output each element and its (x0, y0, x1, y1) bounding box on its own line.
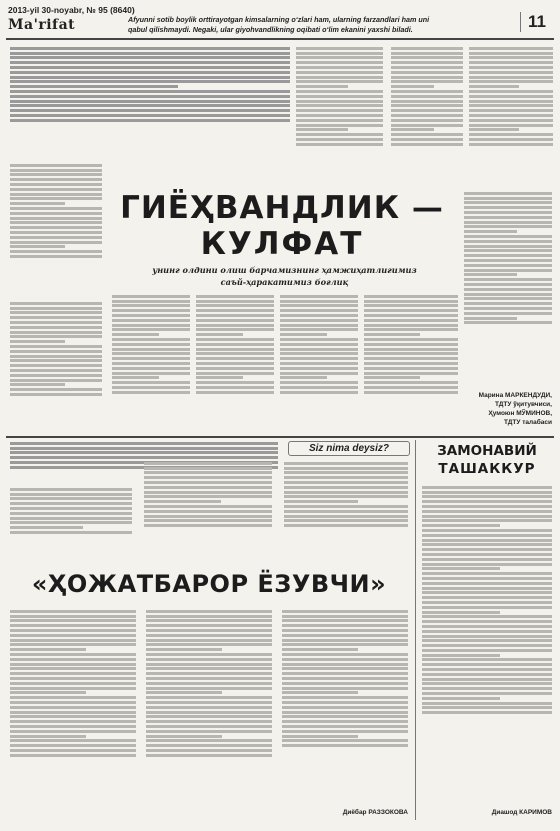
masthead-motto-line-1: Afyunni sotib boylik orttirayotgan kimsalarning o‘zlari ham, ularning farzandlari ham uni (128, 15, 430, 24)
body-column (10, 608, 136, 816)
side-headline-line-2: ТАШАККУР (438, 461, 536, 477)
masthead-motto-line-2: qabul qilishmaydi. Negaki, ular giyohvandlikning oqibati o‘lim ekanini yaxshi biladi. (128, 25, 413, 34)
section-divider (6, 436, 554, 438)
body-column (391, 45, 463, 187)
intro-italic-text (10, 45, 290, 157)
bottom-headline: «ҲОЖАТБАРОР ЁЗУВЧИ» (31, 570, 387, 598)
main-author-line-3: Ҳумоюн МЎМИНОВ, (488, 410, 552, 417)
body-column (284, 460, 408, 556)
body-column (10, 162, 102, 294)
bottom-author: Диёбар РАЗЗОКОВА (342, 809, 408, 816)
side-headline-line-1: ЗАМОНАВИЙ (437, 443, 537, 459)
body-column (10, 300, 102, 434)
body-column (364, 293, 458, 435)
masthead-rule (6, 38, 554, 40)
issue-date: 2013-yil 30-noyabr, № 95 (8640) (8, 5, 135, 15)
body-column (10, 486, 132, 556)
body-column (144, 460, 272, 556)
body-column (146, 608, 272, 816)
main-headline-line-2: КУЛФАТ (200, 226, 364, 262)
body-column (280, 293, 358, 435)
main-headline-line-1: ГИЁҲВАНДЛИК — (120, 190, 444, 226)
body-column (196, 293, 274, 435)
body-column (282, 608, 408, 804)
body-column (112, 293, 190, 435)
page-number: 11 (520, 12, 553, 32)
side-author: Диашод КАРИМОВ (491, 809, 552, 816)
body-column (296, 45, 383, 187)
main-author-line-2: ТДТУ ўқитувчиси, (494, 401, 552, 408)
main-subheading-line-1: унинг олдини олиш барчамизнинг ҳамжиҳатлигимиз (152, 265, 417, 275)
rubric-label: Siz nima deysiz? (288, 441, 410, 456)
main-author-line-4: ТДТУ талабаси (503, 419, 552, 426)
body-column (422, 484, 552, 804)
column-divider (415, 440, 416, 820)
main-subheading-line-2: саъй-ҳаракатимиз боғлиқ (220, 277, 349, 287)
main-author-line-1: Марина МАРКЕНДУДИ, (478, 392, 552, 399)
body-column (469, 45, 553, 187)
body-column (464, 190, 552, 380)
newspaper-logo: Ma'rifat (8, 17, 76, 33)
